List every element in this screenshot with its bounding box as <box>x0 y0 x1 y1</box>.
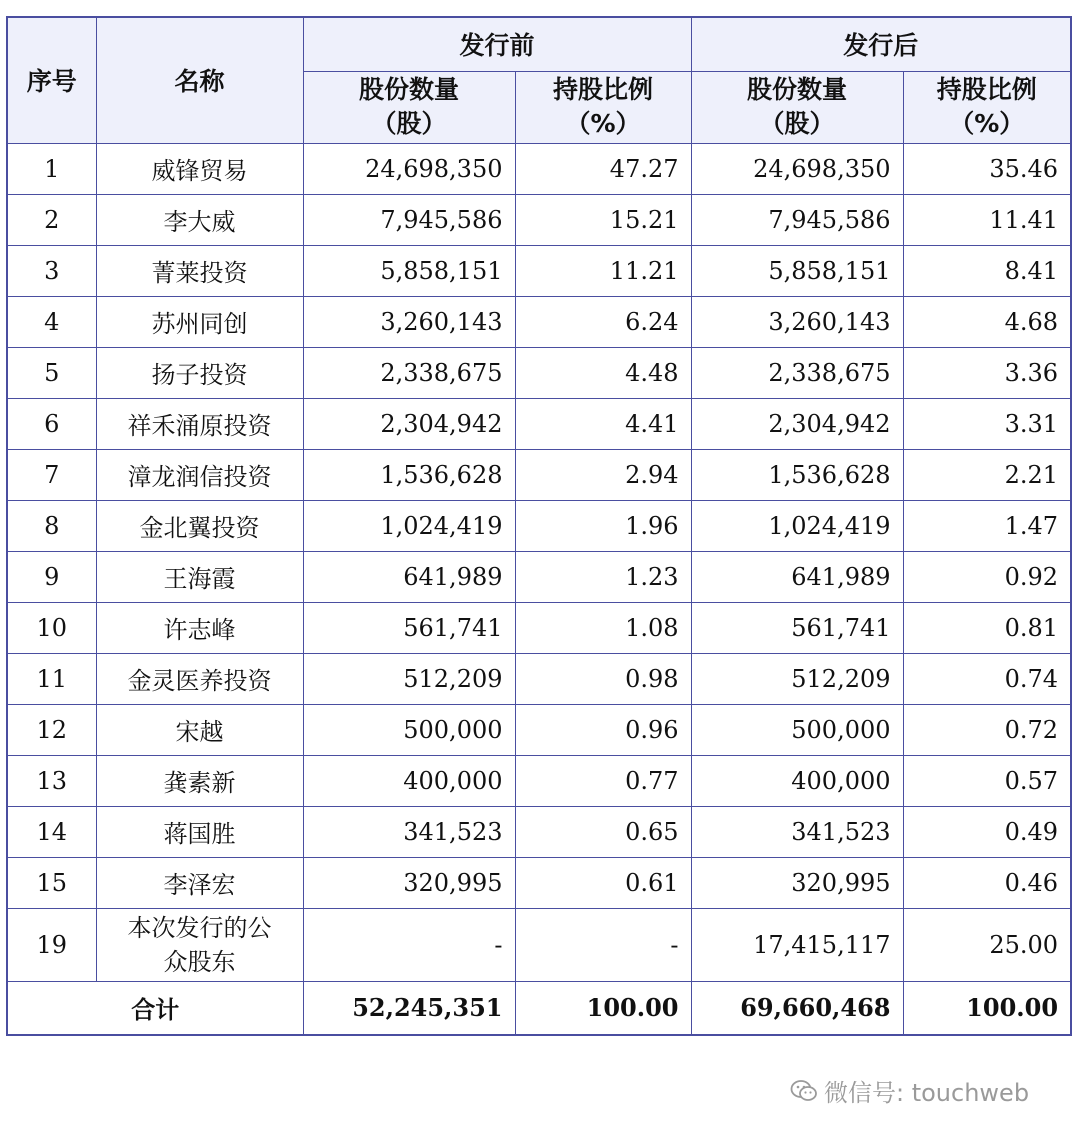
cell-before-shares: 561,741 <box>303 602 515 653</box>
cell-before-shares: 641,989 <box>303 551 515 602</box>
cell-seq: 2 <box>7 194 96 245</box>
header-ratio-title: 持股比例 <box>936 75 1037 104</box>
wechat-icon <box>790 1079 818 1103</box>
cell-seq: 4 <box>7 296 96 347</box>
cell-before-ratio: 6.24 <box>515 296 691 347</box>
cell-before-ratio: 0.61 <box>515 857 691 908</box>
cell-seq: 15 <box>7 857 96 908</box>
cell-seq: 5 <box>7 347 96 398</box>
header-shares-unit: （股） <box>759 109 835 138</box>
table-row <box>7 245 1071 296</box>
cell-before-shares: 500,000 <box>303 704 515 755</box>
cell-before-shares: 5,858,151 <box>303 245 515 296</box>
cell-seq: 11 <box>7 653 96 704</box>
cell-after-ratio: 0.72 <box>903 704 1071 755</box>
cell-seq: 6 <box>7 398 96 449</box>
cell-after-ratio: 3.36 <box>903 347 1071 398</box>
cell-after-shares: 2,338,675 <box>691 347 903 398</box>
header-seq: 序号 <box>7 17 96 143</box>
cell-before-shares: 24,698,350 <box>303 143 515 194</box>
cell-name: 龚素新 <box>96 755 303 806</box>
cell-after-ratio: 4.68 <box>903 296 1071 347</box>
cell-before-ratio: 1.96 <box>515 500 691 551</box>
header-before-shares <box>303 71 515 143</box>
cell-after-shares: 341,523 <box>691 806 903 857</box>
cell-before-shares: 3,260,143 <box>303 296 515 347</box>
wechat-watermark <box>790 1073 1029 1108</box>
table-row <box>7 194 1071 245</box>
cell-after-shares: 1,536,628 <box>691 449 903 500</box>
cell-before-shares: - <box>303 908 515 981</box>
cell-after-ratio: 11.41 <box>903 194 1071 245</box>
cell-name: 李泽宏 <box>96 857 303 908</box>
table-row <box>7 806 1071 857</box>
cell-seq: 14 <box>7 806 96 857</box>
cell-after-shares: 17,415,117 <box>691 908 903 981</box>
shareholding-table <box>6 16 1072 1036</box>
cell-before-ratio: 15.21 <box>515 194 691 245</box>
cell-after-ratio: 8.41 <box>903 245 1071 296</box>
total-before-shares: 52,245,351 <box>303 981 515 1035</box>
cell-seq: 3 <box>7 245 96 296</box>
cell-after-shares: 5,858,151 <box>691 245 903 296</box>
total-after-shares: 69,660,468 <box>691 981 903 1035</box>
cell-after-ratio: 2.21 <box>903 449 1071 500</box>
cell-after-shares: 500,000 <box>691 704 903 755</box>
cell-seq: 12 <box>7 704 96 755</box>
header-row-top <box>7 17 1071 71</box>
header-after-ratio <box>903 71 1071 143</box>
header-ratio-unit: （%） <box>949 109 1025 138</box>
table-body <box>7 143 1071 908</box>
header-after-shares <box>691 71 903 143</box>
cell-after-shares: 561,741 <box>691 602 903 653</box>
header-shares-title: 股份数量 <box>358 75 459 104</box>
total-after-ratio: 100.00 <box>903 981 1071 1035</box>
cell-before-shares: 1,536,628 <box>303 449 515 500</box>
cell-before-ratio: 0.96 <box>515 704 691 755</box>
cell-name: 扬子投资 <box>96 347 303 398</box>
cell-seq: 9 <box>7 551 96 602</box>
cell-after-shares: 1,024,419 <box>691 500 903 551</box>
cell-after-shares: 7,945,586 <box>691 194 903 245</box>
header-after-issue: 发行后 <box>691 17 1071 71</box>
header-ratio-title: 持股比例 <box>553 75 654 104</box>
table-footer-body <box>7 908 1071 1035</box>
table-row <box>7 704 1071 755</box>
cell-before-ratio: 0.98 <box>515 653 691 704</box>
cell-after-shares: 512,209 <box>691 653 903 704</box>
header-shares-title: 股份数量 <box>747 75 848 104</box>
cell-before-ratio: 4.41 <box>515 398 691 449</box>
header-before-issue: 发行前 <box>303 17 691 71</box>
table-row <box>7 398 1071 449</box>
cell-before-shares: 341,523 <box>303 806 515 857</box>
cell-after-ratio: 0.57 <box>903 755 1071 806</box>
header-shares-unit: （股） <box>371 109 447 138</box>
table-row <box>7 755 1071 806</box>
cell-before-shares: 320,995 <box>303 857 515 908</box>
cell-name: 祥禾涌原投资 <box>96 398 303 449</box>
cell-after-shares: 400,000 <box>691 755 903 806</box>
table-row <box>7 449 1071 500</box>
cell-before-shares: 400,000 <box>303 755 515 806</box>
cell-name: 蒋国胜 <box>96 806 303 857</box>
cell-name: 金灵医养投资 <box>96 653 303 704</box>
cell-before-shares: 7,945,586 <box>303 194 515 245</box>
cell-after-shares: 320,995 <box>691 857 903 908</box>
table-row <box>7 857 1071 908</box>
header-name: 名称 <box>96 17 303 143</box>
cell-after-ratio: 25.00 <box>903 908 1071 981</box>
cell-before-shares: 512,209 <box>303 653 515 704</box>
header-ratio-unit: （%） <box>565 109 641 138</box>
cell-before-shares: 2,338,675 <box>303 347 515 398</box>
cell-name-line: 本次发行的公 <box>127 913 272 942</box>
cell-name: 许志峰 <box>96 602 303 653</box>
cell-before-ratio: 1.08 <box>515 602 691 653</box>
cell-after-shares: 2,304,942 <box>691 398 903 449</box>
cell-name-line: 众股东 <box>163 947 236 976</box>
cell-before-shares: 2,304,942 <box>303 398 515 449</box>
cell-before-ratio: 2.94 <box>515 449 691 500</box>
table-row <box>7 296 1071 347</box>
cell-seq: 13 <box>7 755 96 806</box>
table-row <box>7 347 1071 398</box>
watermark-text: 微信号: touchweb <box>824 1079 1030 1107</box>
cell-after-ratio: 0.46 <box>903 857 1071 908</box>
cell-before-ratio: 0.77 <box>515 755 691 806</box>
cell-name: 李大威 <box>96 194 303 245</box>
cell-after-ratio: 1.47 <box>903 500 1071 551</box>
cell-seq: 8 <box>7 500 96 551</box>
cell-name: 宋越 <box>96 704 303 755</box>
cell-seq: 7 <box>7 449 96 500</box>
header-before-ratio <box>515 71 691 143</box>
total-row <box>7 981 1071 1035</box>
public-shareholders-row <box>7 908 1071 981</box>
cell-after-ratio: 3.31 <box>903 398 1071 449</box>
cell-after-shares: 3,260,143 <box>691 296 903 347</box>
cell-name: 菁莱投资 <box>96 245 303 296</box>
cell-before-ratio: 1.23 <box>515 551 691 602</box>
table-row <box>7 500 1071 551</box>
cell-name: 威锋贸易 <box>96 143 303 194</box>
cell-after-shares: 24,698,350 <box>691 143 903 194</box>
cell-before-ratio: 0.65 <box>515 806 691 857</box>
cell-after-ratio: 0.81 <box>903 602 1071 653</box>
table-row <box>7 602 1071 653</box>
table-row <box>7 143 1071 194</box>
cell-after-ratio: 0.74 <box>903 653 1071 704</box>
cell-after-ratio: 35.46 <box>903 143 1071 194</box>
total-label: 合计 <box>7 981 303 1035</box>
cell-before-ratio: - <box>515 908 691 981</box>
cell-name: 漳龙润信投资 <box>96 449 303 500</box>
cell-before-ratio: 11.21 <box>515 245 691 296</box>
cell-name: 金北翼投资 <box>96 500 303 551</box>
cell-name: 苏州同创 <box>96 296 303 347</box>
cell-after-shares: 641,989 <box>691 551 903 602</box>
table-row <box>7 551 1071 602</box>
table-row <box>7 653 1071 704</box>
cell-seq: 1 <box>7 143 96 194</box>
cell-before-ratio: 4.48 <box>515 347 691 398</box>
total-before-ratio: 100.00 <box>515 981 691 1035</box>
cell-before-shares: 1,024,419 <box>303 500 515 551</box>
cell-after-ratio: 0.49 <box>903 806 1071 857</box>
cell-after-ratio: 0.92 <box>903 551 1071 602</box>
cell-seq: 10 <box>7 602 96 653</box>
cell-before-ratio: 47.27 <box>515 143 691 194</box>
cell-name <box>96 908 303 981</box>
cell-seq: 19 <box>7 908 96 981</box>
cell-name: 王海霞 <box>96 551 303 602</box>
